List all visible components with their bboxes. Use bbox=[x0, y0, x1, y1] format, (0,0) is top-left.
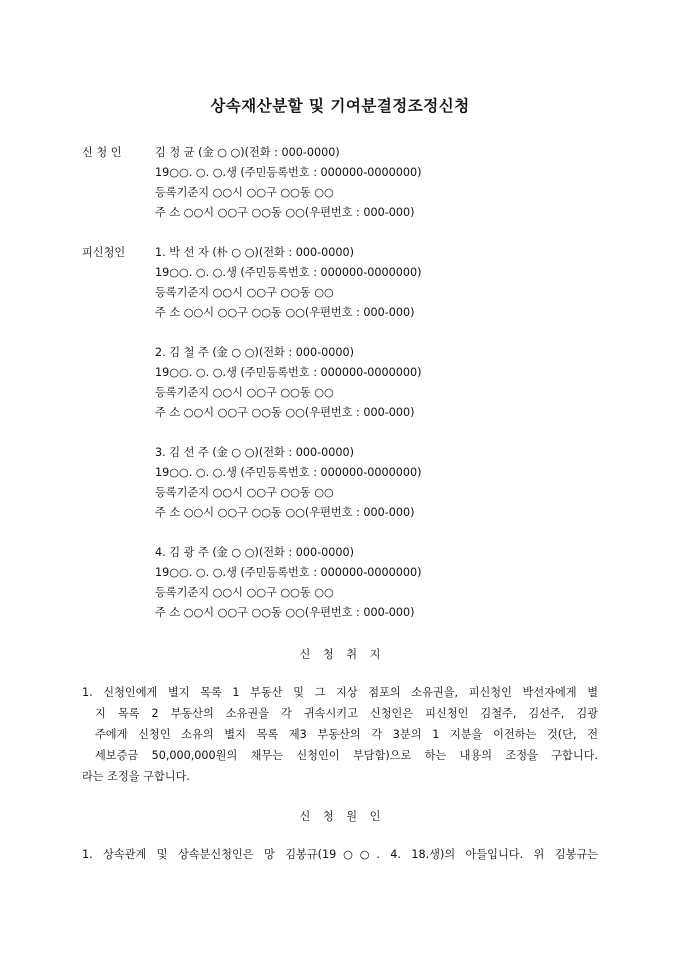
applicant-address-line: 주 소 ○○시 ○○구 ○○동 ○○(우편번호 : 000-000) bbox=[155, 206, 415, 219]
respondent-4-address-line: 주 소 ○○시 ○○구 ○○동 ○○(우편번호 : 000-000) bbox=[155, 606, 415, 619]
respondent-4-registry-line: 등록기준지 ○○시 ○○구 ○○동 ○○ bbox=[155, 586, 334, 599]
respondent-3-birth-line: 19○○. ○. ○.생 (주민등록번호 : 000000-0000000) bbox=[155, 466, 422, 479]
respondent-4-birth-line: 19○○. ○. ○.생 (주민등록번호 : 000000-0000000) bbox=[155, 566, 422, 579]
applicant-name-line: 김 정 균 (金 ○ ○)(전화 : 000-0000) bbox=[155, 146, 340, 159]
purpose-line: 지 목록 2 부동산의 소유권을 각 귀속시키고 신청인은 피신청인 김철주, 김선주, 김광 bbox=[95, 707, 598, 720]
respondent-4-name-line: 4. 김 광 주 (金 ○ ○)(전화 : 000-0000) bbox=[155, 546, 354, 559]
document-title: 상속재산분할 및 기여분결정조정신청 bbox=[210, 97, 470, 115]
purpose-line: 주에게 신청인 소유의 별지 목록 제3 부동산의 각 3분의 1 지분을 이전하는 것(단, 전 bbox=[95, 728, 598, 741]
respondent-2-registry-line: 등록기준지 ○○시 ○○구 ○○동 ○○ bbox=[155, 386, 334, 399]
respondent-2-address-line: 주 소 ○○시 ○○구 ○○동 ○○(우편번호 : 000-000) bbox=[155, 406, 415, 419]
respondent-label: 피신청인 bbox=[82, 246, 126, 259]
purpose-closing-line: 라는 조정을 구합니다. bbox=[82, 770, 190, 783]
respondent-3-registry-line: 등록기준지 ○○시 ○○구 ○○동 ○○ bbox=[155, 486, 334, 499]
respondent-3-address-line: 주 소 ○○시 ○○구 ○○동 ○○(우편번호 : 000-000) bbox=[155, 506, 415, 519]
respondent-1-name-line: 1. 박 선 자 (朴 ○ ○)(전화 : 000-0000) bbox=[155, 246, 354, 259]
respondent-1-registry-line: 등록기준지 ○○시 ○○구 ○○동 ○○ bbox=[155, 286, 334, 299]
purpose-line: 1. 신청인에게 별지 목록 1 부동산 및 그 지상 점포의 소유권을, 피신청인 박선자에게 별 bbox=[82, 686, 598, 699]
purpose-heading: 신 청 취 지 bbox=[299, 648, 381, 661]
respondent-2-name-line: 2. 김 철 주 (金 ○ ○)(전화 : 000-0000) bbox=[155, 346, 354, 359]
applicant-birth-line: 19○○. ○. ○.생 (주민등록번호 : 000000-0000000) bbox=[155, 166, 422, 179]
purpose-line: 세보증금 50,000,000원의 채무는 신청인이 부담함)으로 하는 내용의 조정을 구합니다. bbox=[95, 749, 598, 762]
respondent-1-birth-line: 19○○. ○. ○.생 (주민등록번호 : 000000-0000000) bbox=[155, 266, 422, 279]
respondent-1-address-line: 주 소 ○○시 ○○구 ○○동 ○○(우편번호 : 000-000) bbox=[155, 306, 415, 319]
respondent-2-birth-line: 19○○. ○. ○.생 (주민등록번호 : 000000-0000000) bbox=[155, 366, 422, 379]
cause-heading: 신 청 원 인 bbox=[299, 810, 381, 823]
applicant-registry-line: 등록기준지 ○○시 ○○구 ○○동 ○○ bbox=[155, 186, 334, 199]
applicant-label: 신 청 인 bbox=[82, 146, 122, 159]
respondent-3-name-line: 3. 김 선 주 (金 ○ ○)(전화 : 000-0000) bbox=[155, 446, 354, 459]
cause-line: 1. 상속관계 및 상속분신청인은 망 김봉규(19○○. 4. 18.생)의 아들입니다. 위 김봉규는 bbox=[82, 848, 598, 861]
